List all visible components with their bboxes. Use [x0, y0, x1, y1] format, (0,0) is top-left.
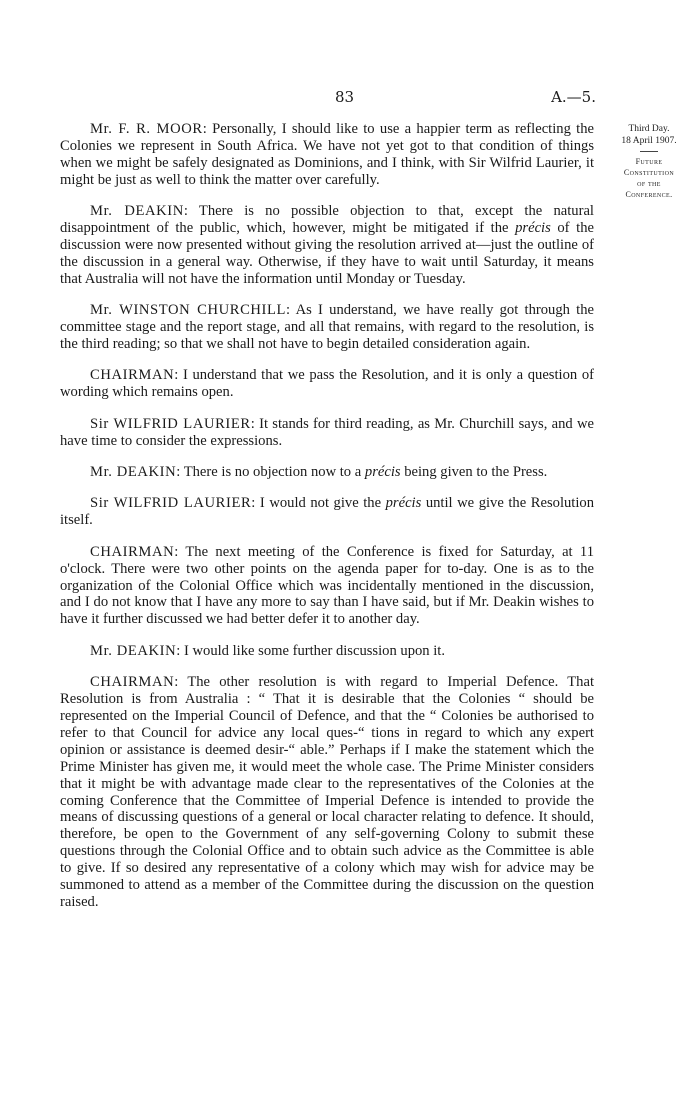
transcript-body [60, 121, 594, 925]
speaker-separator: : [176, 464, 184, 480]
speaker-separator: : [286, 302, 296, 319]
margin-note [603, 123, 695, 200]
speaker-name: Mr. DEAKIN [90, 642, 177, 659]
speaker-separator: : [183, 203, 199, 220]
speaker-name: Sir WILFRID LAURIER [90, 495, 252, 512]
paragraph [60, 367, 594, 401]
speaker-separator: : [251, 495, 260, 512]
paragraph [60, 121, 594, 189]
paragraph [60, 302, 594, 353]
margin-subject-2: Constitution [623, 168, 675, 177]
paragraph [60, 203, 594, 288]
page-header [60, 88, 604, 108]
paragraph [60, 464, 594, 481]
margin-subject-4: Conference. [625, 190, 673, 199]
speaker-name: CHAIRMAN [90, 543, 175, 560]
paragraph-text: until we give the Resolution itself. [60, 495, 594, 529]
paragraph-text: being given to the Press. [400, 464, 548, 480]
paragraph-text: Personally, I should like to use a happier term as reflecting the Colonies we represent in South Africa. We have not yet got to that condition of things when we might be safely designated as Dominions, and I think, with Sir Wilfrid Laurier, it might be just as well to think the matter over carefully. [60, 121, 594, 188]
italic-term: précis [385, 495, 422, 512]
paragraph-text: As I understand, we have really got through the committee stage and the report stage, and all that remains, with regard to the resolution, is the third reading; so that we shall not have to begin detailed consideration again. [60, 302, 595, 352]
margin-divider [640, 151, 658, 152]
paragraph-text: I would not give the [259, 495, 386, 512]
speaker-separator: : [174, 674, 188, 691]
margin-date: 18 April 1907. [621, 136, 677, 146]
paragraph-text: I understand that we pass the Resolution, and it is only a question of wording which remains open. [60, 367, 594, 401]
speaker-name: Mr. DEAKIN [90, 203, 184, 220]
paragraph [60, 674, 594, 911]
italic-term: précis [515, 220, 551, 237]
paragraph-text: The other resolution is with regard to Imperial Defence. That Resolution is from Australia : “ That it is desirable that the Colonies “ should be represented on the Imperial Council of Defence, and that the “ Colonies be authorised to refer to that Council for advice any local ques-“ tions in regard to which any expert opinion or assistance is deemed desir-“ able.” Perhaps if I make the statement which the Prime Minister has given me, it would meet the whole case. The Prime Minister considers that it might be with advantage made clear to the representatives of the Colonies at the coming Conference that the Committee of Imperial Defence is intended to provide the means of discussing questions of a general or local character relating to defence. It should, therefore, be open to the Government of any self-governing Colony to submit these questions through the Colonial Office and to obtain such advice as the Committee is able to give. If so desired any representative of a colony which may wish for advice may be summoned to attend as a member of the Committee during the discussion on the question raised. [60, 674, 594, 910]
paragraph-text: I would like some further discussion upon it. [183, 642, 446, 659]
italic-term: précis [364, 464, 401, 480]
speaker-separator: : [250, 415, 260, 432]
paragraph-text: There is no objection now to a [183, 464, 365, 480]
speaker-separator: : [202, 121, 213, 137]
speaker-separator: : [174, 543, 186, 560]
series-code: A.—5. [551, 88, 596, 106]
speaker-name: Mr. WINSTON CHURCHILL [90, 302, 287, 319]
margin-day: Third Day. [628, 124, 670, 134]
margin-subject-3: of the [637, 179, 661, 188]
paragraph-text: There is no possible objection to that, except the natural disappointment of the public, which, however, might be mitigated if the [60, 203, 594, 237]
speaker-name: Mr. DEAKIN [90, 464, 177, 480]
margin-subject-1: Future [635, 157, 663, 166]
speaker-separator: : [174, 367, 183, 384]
speaker-separator: : [176, 642, 184, 659]
page-number: 83 [335, 88, 355, 106]
paragraph-text: of the discussion were now presented without giving the resolution arrived at—just the outline of the discussion in a general way. Otherwise, if they have to wait until Saturday, it means that Australia will not have the information until Monday or Tuesday. [60, 220, 594, 287]
speaker-name: CHAIRMAN [90, 367, 175, 384]
speaker-name: CHAIRMAN [90, 674, 175, 691]
paragraph-text: It stands for third reading, as Mr. Churchill says, and we have time to consider the expressions. [60, 415, 595, 449]
paragraph [60, 416, 594, 450]
speaker-name: Mr. F. R. MOOR [90, 121, 203, 137]
paragraph [60, 643, 594, 660]
paragraph [60, 544, 594, 629]
speaker-name: Sir WILFRID LAURIER [90, 415, 251, 432]
paragraph [60, 495, 594, 529]
paragraph-text: The next meeting of the Conference is fixed for Saturday, at 11 o'clock. There were two other points on the agenda paper for to-day. One is as to the organization of the Colonial Office which was incidentally mentioned in the discussion, and I do not know that I have any more to say than I have said, but if Mr. Deakin wishes to have it further discussed we had better defer it to another day. [60, 543, 594, 628]
